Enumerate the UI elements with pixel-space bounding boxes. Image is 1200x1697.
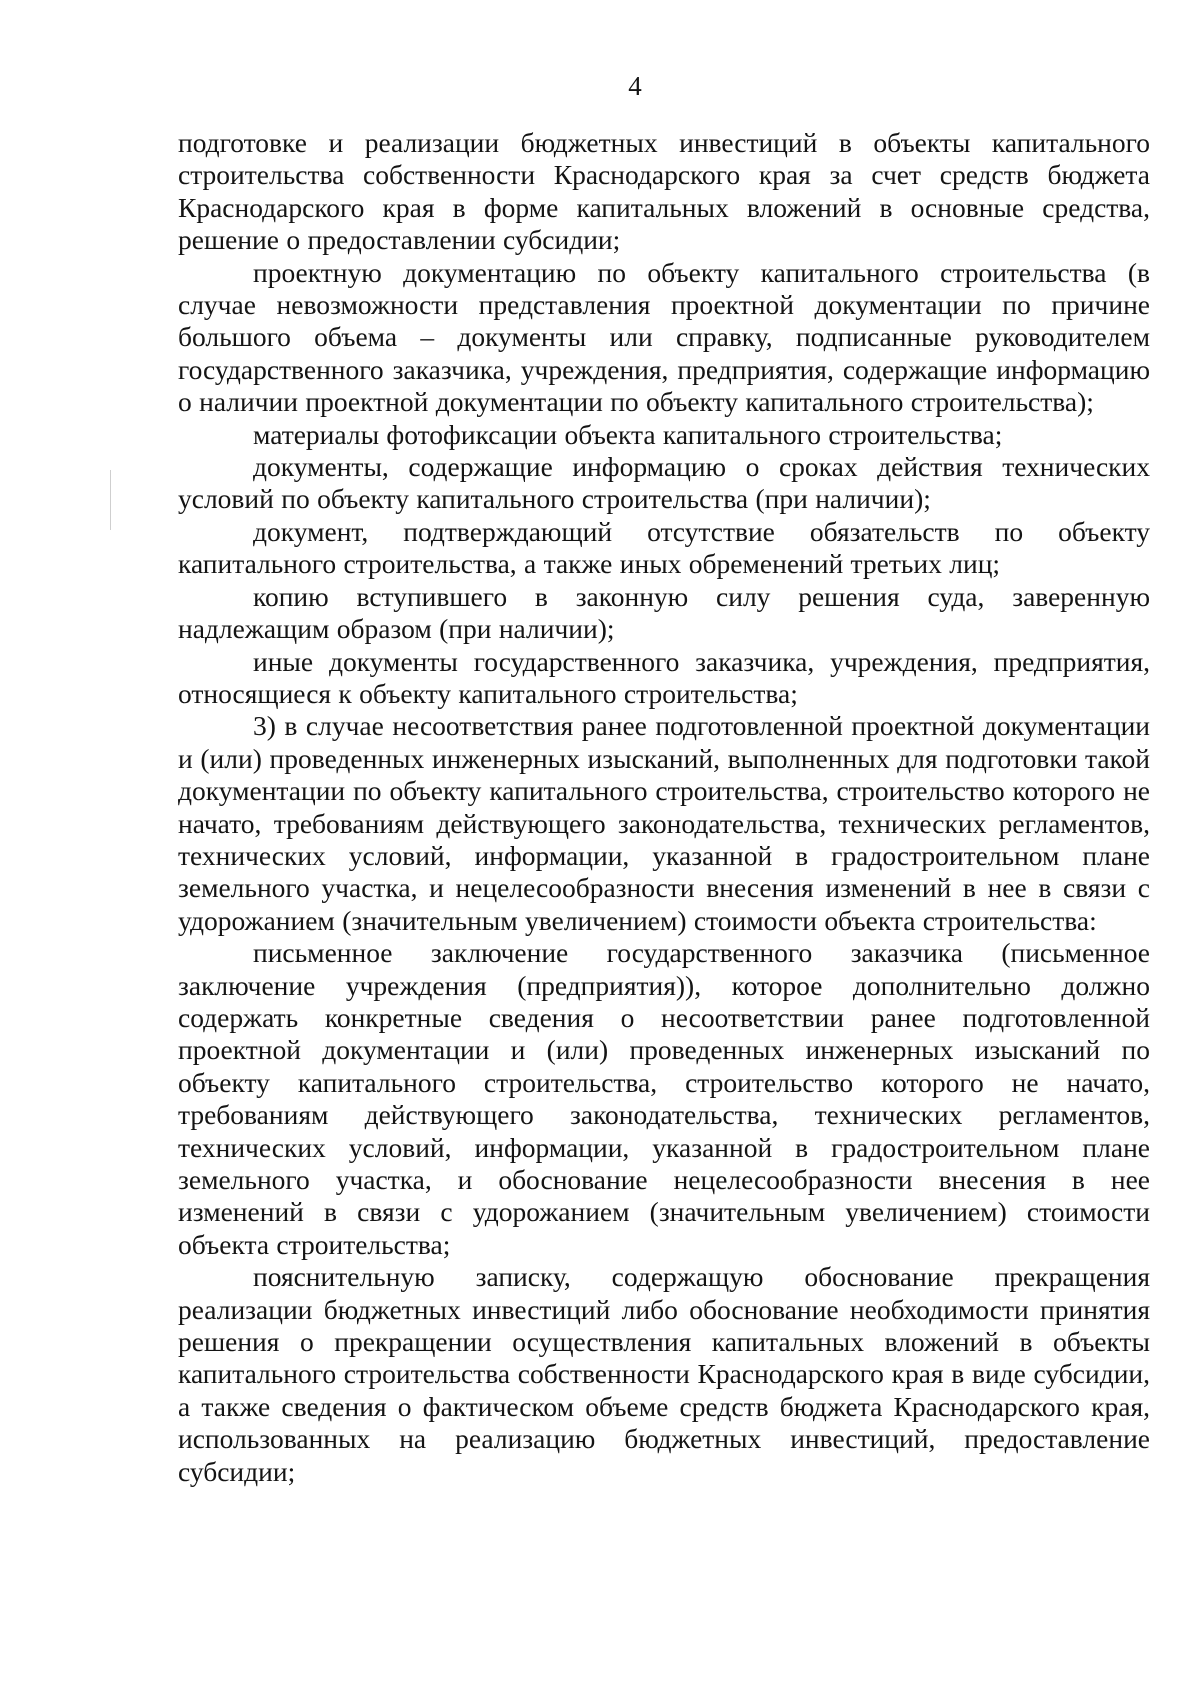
paragraph-project-documentation: проектную документацию по объекту капитального строительства (в случае невозможности представления проектной документации по причине большого объема – документы или справку, подписанные руководителем государственного заказчика, учреждения, предприятия, содержащие информацию о наличии проектной документации по объекту капитального строительства); xyxy=(178,256,1150,418)
paragraph-court-decision: копию вступившего в законную силу решения суда, заверенную надлежащим образом (при наличии); xyxy=(178,580,1150,645)
paragraph-written-conclusion: письменное заключение государственного заказчика (письменное заключение учреждения (предприятия)), которое дополнительно должно содержать конкретные сведения о несоответствии ранее подготовленной проектной документации и (или) проведенных инженерных изысканий по объекту капитального строительства, строительство которого не начато, требованиям действующего законодательства, технических регламентов, технических условий, информации, указанной в градостроительном плане земельного участка, и обоснование нецелесообразности внесения в нее изменений в связи с удорожанием (значительным увеличением) стоимости объекта строительства; xyxy=(178,937,1150,1260)
paragraph-continuation: подготовке и реализации бюджетных инвестиций в объекты капитального строительства собственности Краснодарского края за счет средств бюджета Краснодарского края в форме капитальных вложений в основные средства, решение о предоставлении субсидии; xyxy=(178,127,1150,256)
paragraph-no-obligations: документ, подтверждающий отсутствие обязательств по объекту капитального строительства, а также иных обременений третьих лиц; xyxy=(178,515,1150,580)
paragraph-explanatory-note: пояснительную записку, содержащую обоснование прекращения реализации бюджетных инвестиций либо обоснование необходимости принятия решения о прекращении осуществления капитальных вложений в объекты капитального строительства собственности Краснодарского края в виде субсидии, а также сведения о фактическом объеме средств бюджета Краснодарского края, использованных на реализацию бюджетных инвестиций, предоставление субсидии; xyxy=(178,1261,1150,1487)
paragraph-photo-materials: материалы фотофиксации объекта капитального строительства; xyxy=(253,418,1003,450)
scan-margin-mark xyxy=(110,470,111,530)
paragraph-technical-conditions: документы, содержащие информацию о сроках действия технических условий по объекту капитального строительства (при наличии); xyxy=(178,451,1150,515)
document-body xyxy=(178,127,1150,1488)
paragraph-item-3: 3) в случае несоответствия ранее подготовленной проектной документации и (или) проведенных инженерных изысканий, выполненных для подготовки такой документации по объекту капитального строительства, строительство которого не начато, требованиям действующего законодательства, технических регламентов, технических условий, информации, указанной в градостроительном плане земельного участка, и нецелесообразности внесения изменений в нее в связи с удорожанием (значительным увеличением) стоимости объекта строительства: xyxy=(178,710,1150,936)
paragraph-other-documents: иные документы государственного заказчика, учреждения, предприятия, относящиеся к объекту капитального строительства; xyxy=(178,645,1150,709)
page-number: 4 xyxy=(628,71,642,101)
